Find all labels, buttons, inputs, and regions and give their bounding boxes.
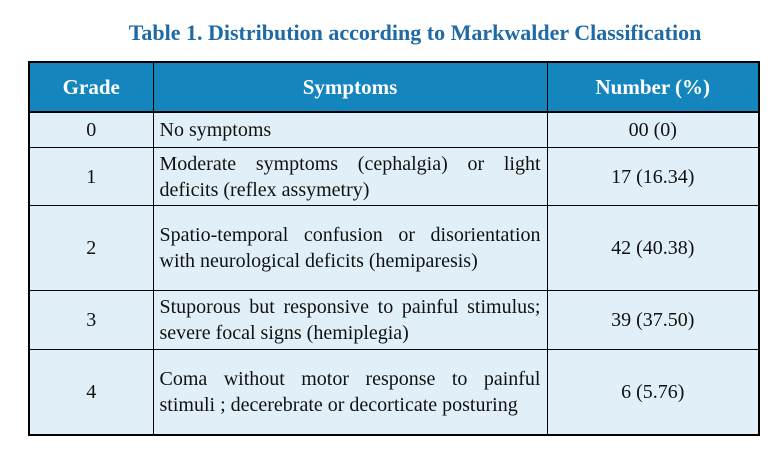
grade-cell: 1 — [29, 148, 153, 206]
column-header-symptoms: Symptoms — [153, 62, 547, 112]
table-row — [29, 291, 759, 350]
grade-cell: 3 — [29, 291, 153, 350]
number-cell: 17 (16.34) — [547, 148, 759, 206]
symptoms-cell: Stuporous but responsive to painful stimulus; severe focal signs (hemiplegia) — [153, 291, 547, 350]
grade-cell: 2 — [29, 206, 153, 291]
grade-cell: 4 — [29, 350, 153, 436]
column-header-grade: Grade — [29, 62, 153, 112]
number-cell: 6 (5.76) — [547, 350, 759, 436]
symptoms-cell: No symptoms — [153, 112, 547, 148]
symptoms-cell: Coma without motor response to painful stimuli ; decerebrate or decorticate posturing — [153, 350, 547, 436]
number-cell: 00 (0) — [547, 112, 759, 148]
table-row — [29, 112, 759, 148]
column-header-number: Number (%) — [547, 62, 759, 112]
number-cell: 42 (40.38) — [547, 206, 759, 291]
symptoms-cell: Spatio-temporal confusion or disorientation with neurological deficits (hemiparesis) — [153, 206, 547, 291]
table-caption: Table 1. Distribution according to Markwalder Classification — [128, 20, 702, 45]
table-row — [29, 350, 759, 436]
markwalder-table — [28, 61, 760, 436]
grade-cell: 0 — [29, 112, 153, 148]
symptoms-cell: Moderate symptoms (cephalgia) or light deficits (reflex assymetry) — [153, 148, 547, 206]
table-row — [29, 206, 759, 291]
header-row — [29, 62, 759, 112]
number-cell: 39 (37.50) — [547, 291, 759, 350]
table-row — [29, 148, 759, 206]
